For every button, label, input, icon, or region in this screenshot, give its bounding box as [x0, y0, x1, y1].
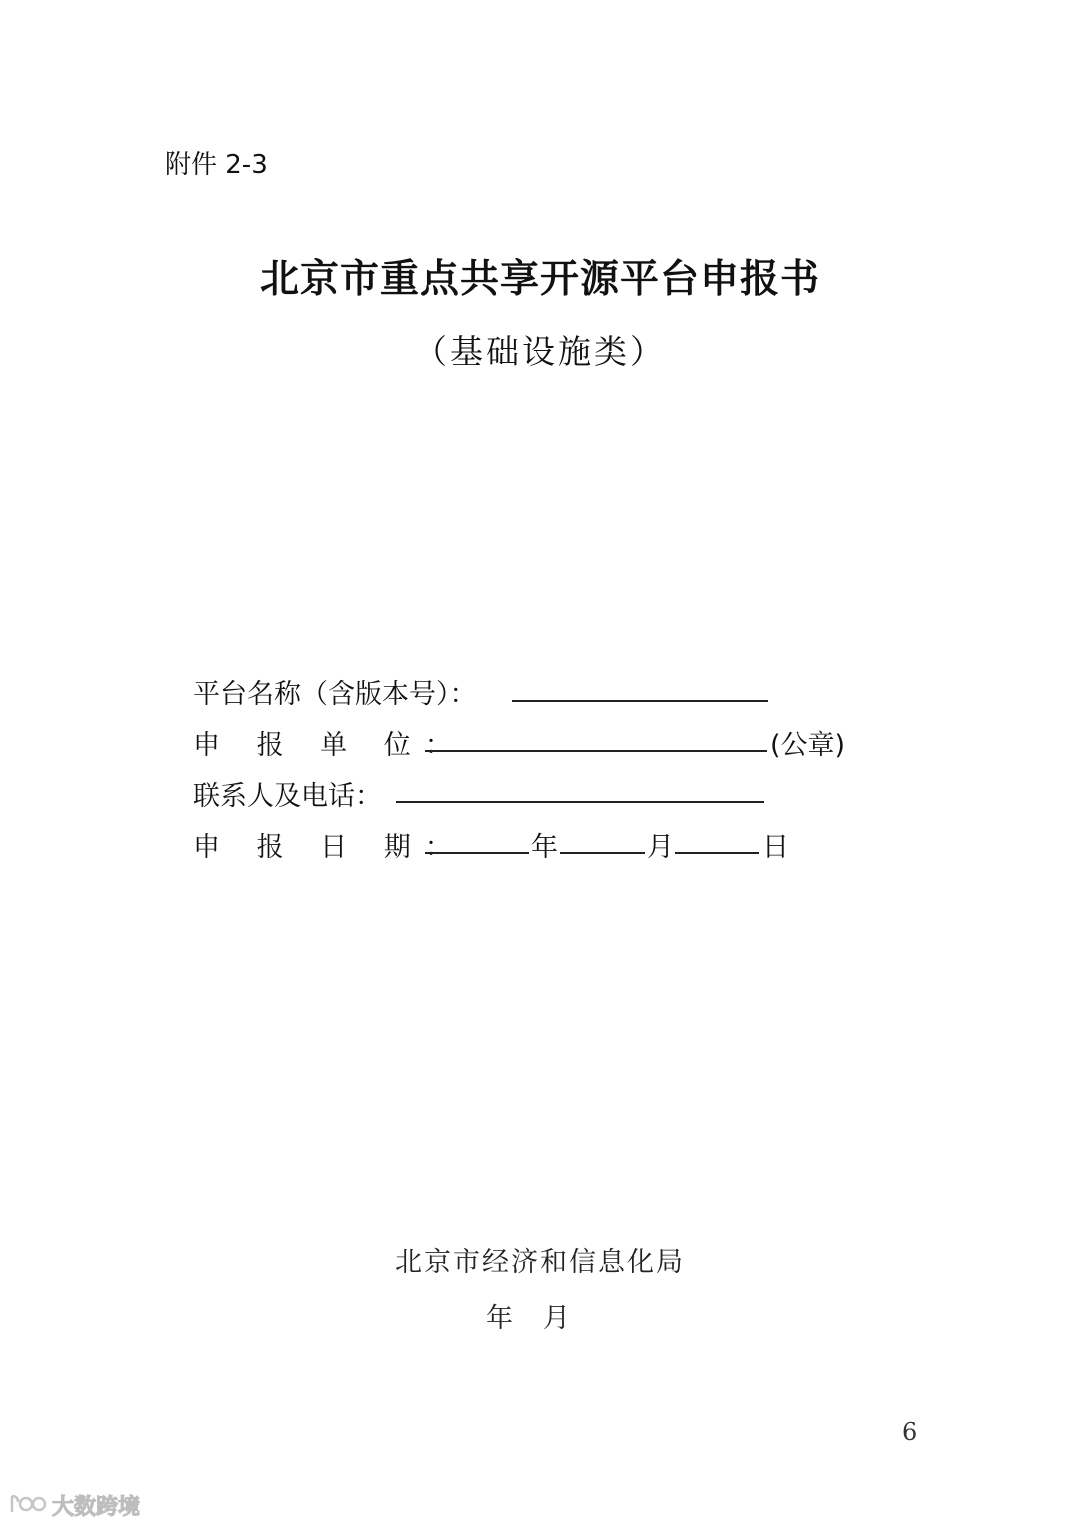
page-number: 6 [902, 1418, 918, 1446]
footer-month-label: 月 [543, 1303, 570, 1334]
footer-year-label: 年 [486, 1303, 513, 1334]
date-label: 申 报 日 期： [193, 832, 466, 863]
platform-name-field[interactable] [512, 700, 768, 702]
attachment-label: 附件 2-3 [165, 150, 268, 180]
month-field[interactable] [560, 852, 645, 854]
document-title: 北京市重点共享开源平台申报书 [259, 257, 820, 302]
day-field[interactable] [675, 852, 759, 854]
watermark [8, 1490, 140, 1521]
seal-note: (公章) [770, 730, 846, 761]
month-unit: 月 [647, 832, 674, 863]
year-unit: 年 [531, 832, 558, 863]
applicant-label: 申 报 单 位： [193, 730, 466, 761]
logo-icon [8, 1492, 48, 1520]
day-unit: 日 [762, 832, 789, 863]
document-subtitle: （基础设施类） [414, 332, 666, 371]
platform-name-label: 平台名称（含版本号）： [193, 679, 477, 710]
issuer-name: 北京市经济和信息化局 [395, 1247, 685, 1278]
applicant-field[interactable] [425, 750, 767, 752]
contact-label: 联系人及电话： [193, 781, 382, 812]
contact-field[interactable] [396, 801, 764, 803]
year-field[interactable] [425, 852, 529, 854]
watermark-text: 大数跨境 [52, 1495, 141, 1520]
